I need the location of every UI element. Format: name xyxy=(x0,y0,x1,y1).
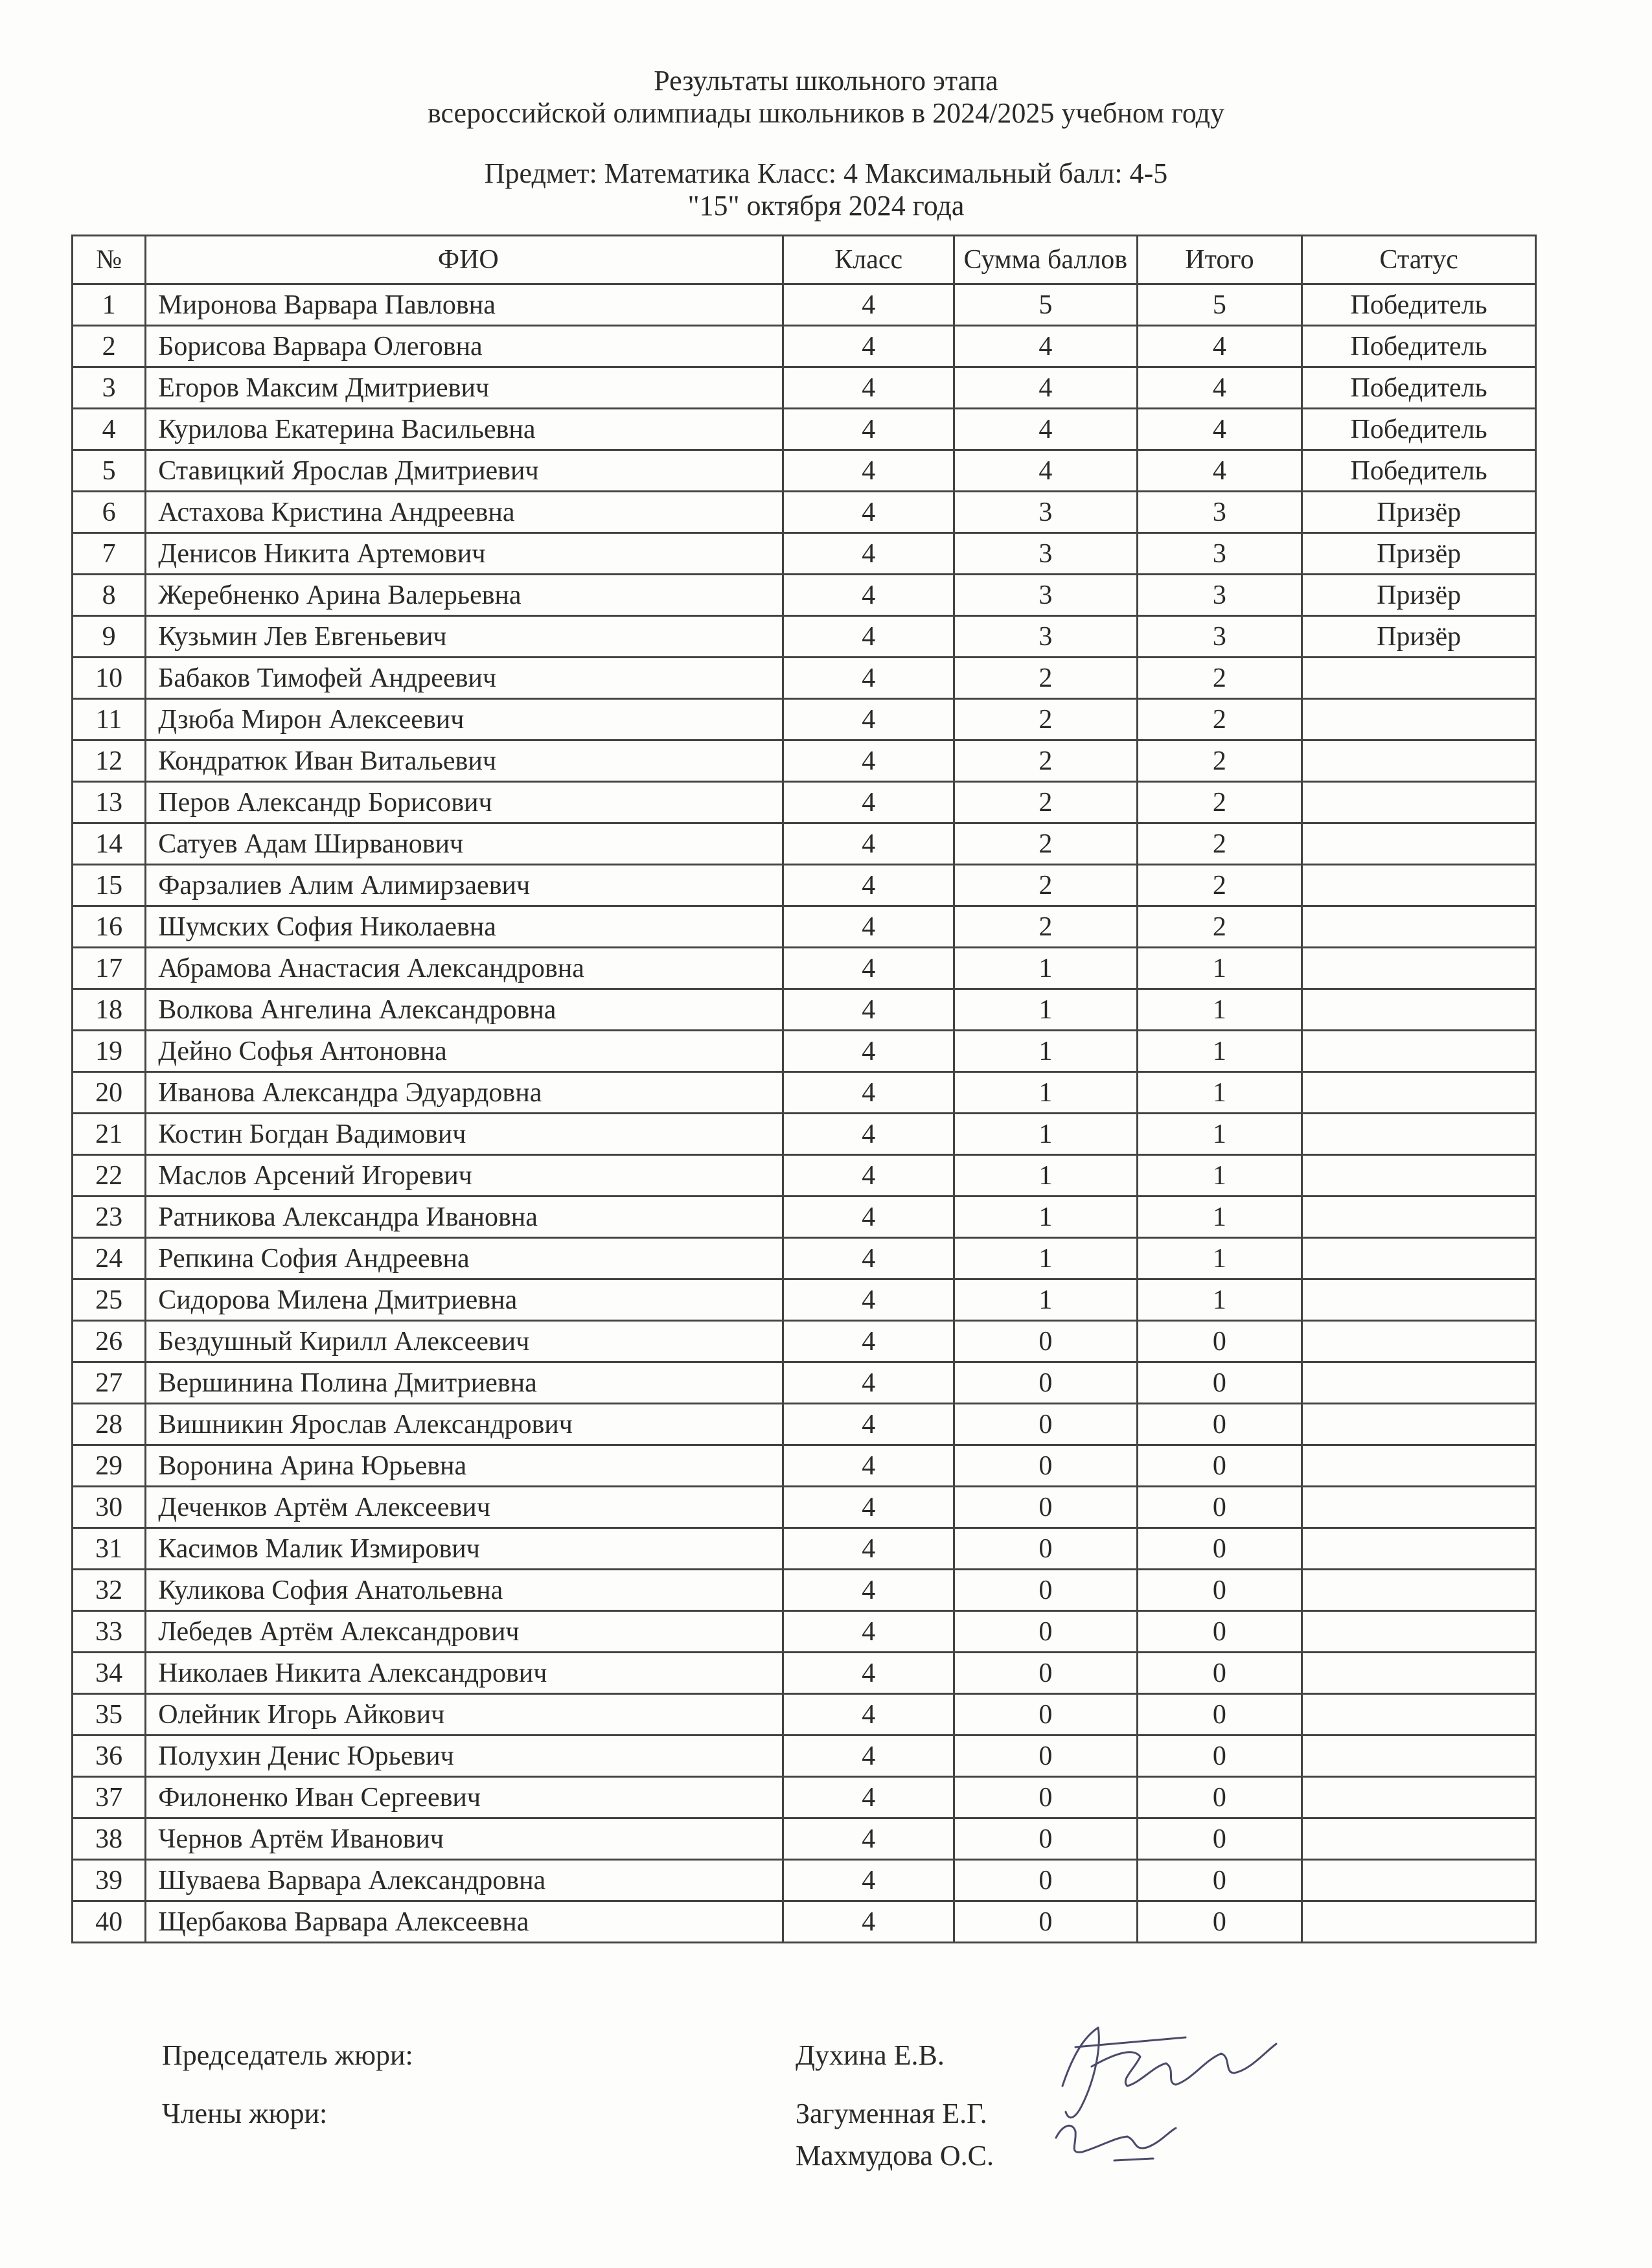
cell-total: 1 xyxy=(1137,1155,1302,1197)
cell-status xyxy=(1302,1611,1536,1653)
table-row xyxy=(73,1570,1536,1611)
table-row xyxy=(73,575,1536,616)
cell-status: Призёр xyxy=(1302,533,1536,575)
cell-sum: 2 xyxy=(954,658,1138,699)
doc-title-line1: Результаты школьного этапа xyxy=(654,65,998,97)
cell-status xyxy=(1302,1238,1536,1279)
cell-status xyxy=(1302,1279,1536,1321)
cell-total: 0 xyxy=(1137,1777,1302,1818)
cell-num: 2 xyxy=(73,326,146,367)
results-table xyxy=(71,235,1537,1943)
cell-total: 0 xyxy=(1137,1528,1302,1570)
table-row xyxy=(73,1279,1536,1321)
table-row xyxy=(73,989,1536,1031)
cell-class: 4 xyxy=(783,409,954,450)
cell-class: 4 xyxy=(783,367,954,409)
cell-status xyxy=(1302,989,1536,1031)
cell-fio: Астахова Кристина Андреевна xyxy=(146,492,783,533)
cell-num: 13 xyxy=(73,782,146,823)
cell-class: 4 xyxy=(783,948,954,989)
cell-sum: 2 xyxy=(954,906,1138,948)
cell-sum: 1 xyxy=(954,1072,1138,1114)
cell-fio: Бабаков Тимофей Андреевич xyxy=(146,658,783,699)
table-row xyxy=(73,1362,1536,1404)
cell-sum: 2 xyxy=(954,865,1138,906)
cell-class: 4 xyxy=(783,284,954,326)
cell-fio: Борисова Варвара Олеговна xyxy=(146,326,783,367)
cell-sum: 0 xyxy=(954,1735,1138,1777)
cell-status xyxy=(1302,1197,1536,1238)
cell-sum: 0 xyxy=(954,1321,1138,1362)
members-label: Члены жюри: xyxy=(162,2098,328,2129)
table-row xyxy=(73,492,1536,533)
cell-class: 4 xyxy=(783,699,954,740)
cell-status xyxy=(1302,948,1536,989)
cell-num: 31 xyxy=(73,1528,146,1570)
cell-fio: Маслов Арсений Игоревич xyxy=(146,1155,783,1197)
cell-sum: 0 xyxy=(954,1777,1138,1818)
cell-num: 28 xyxy=(73,1404,146,1445)
cell-fio: Вишникин Ярослав Александрович xyxy=(146,1404,783,1445)
cell-fio: Дейно Софья Антоновна xyxy=(146,1031,783,1072)
cell-num: 34 xyxy=(73,1653,146,1694)
cell-num: 12 xyxy=(73,740,146,782)
cell-sum: 0 xyxy=(954,1653,1138,1694)
cell-total: 0 xyxy=(1137,1818,1302,1860)
cell-status xyxy=(1302,658,1536,699)
cell-fio: Ставицкий Ярослав Дмитриевич xyxy=(146,450,783,492)
table-row xyxy=(73,1238,1536,1279)
handwritten-signature xyxy=(1037,2008,1283,2177)
cell-class: 4 xyxy=(783,326,954,367)
cell-class: 4 xyxy=(783,782,954,823)
cell-total: 4 xyxy=(1137,326,1302,367)
cell-num: 5 xyxy=(73,450,146,492)
table-row xyxy=(73,1404,1536,1445)
cell-sum: 3 xyxy=(954,616,1138,658)
cell-status xyxy=(1302,1570,1536,1611)
cell-fio: Волкова Ангелина Александровна xyxy=(146,989,783,1031)
cell-class: 4 xyxy=(783,1321,954,1362)
cell-class: 4 xyxy=(783,575,954,616)
cell-sum: 0 xyxy=(954,1362,1138,1404)
cell-total: 1 xyxy=(1137,989,1302,1031)
cell-sum: 1 xyxy=(954,1238,1138,1279)
cell-class: 4 xyxy=(783,1777,954,1818)
cell-total: 1 xyxy=(1137,1279,1302,1321)
table-row xyxy=(73,823,1536,865)
cell-num: 7 xyxy=(73,533,146,575)
cell-total: 0 xyxy=(1137,1362,1302,1404)
cell-class: 4 xyxy=(783,989,954,1031)
cell-sum: 0 xyxy=(954,1694,1138,1735)
table-row xyxy=(73,1445,1536,1487)
cell-total: 2 xyxy=(1137,699,1302,740)
cell-num: 27 xyxy=(73,1362,146,1404)
cell-sum: 0 xyxy=(954,1818,1138,1860)
cell-fio: Фарзалиев Алим Алимирзаевич xyxy=(146,865,783,906)
cell-total: 0 xyxy=(1137,1445,1302,1487)
cell-status xyxy=(1302,740,1536,782)
cell-status xyxy=(1302,823,1536,865)
table-row xyxy=(73,1197,1536,1238)
cell-fio: Перов Александр Борисович xyxy=(146,782,783,823)
cell-class: 4 xyxy=(783,1362,954,1404)
table-row xyxy=(73,1860,1536,1901)
cell-num: 33 xyxy=(73,1611,146,1653)
cell-status xyxy=(1302,1362,1536,1404)
cell-class: 4 xyxy=(783,1901,954,1943)
cell-total: 1 xyxy=(1137,1238,1302,1279)
cell-status xyxy=(1302,1901,1536,1943)
cell-status xyxy=(1302,1031,1536,1072)
table-row xyxy=(73,367,1536,409)
cell-sum: 0 xyxy=(954,1901,1138,1943)
cell-num: 4 xyxy=(73,409,146,450)
cell-fio: Шуваева Варвара Александровна xyxy=(146,1860,783,1901)
cell-fio: Сидорова Милена Дмитриевна xyxy=(146,1279,783,1321)
cell-sum: 0 xyxy=(954,1611,1138,1653)
cell-class: 4 xyxy=(783,1611,954,1653)
cell-class: 4 xyxy=(783,492,954,533)
doc-subject-line: Предмет: Математика Класс: 4 Максимальный балл: 4-5 xyxy=(484,157,1168,189)
col-header-total: Итого xyxy=(1137,236,1302,284)
cell-class: 4 xyxy=(783,1570,954,1611)
cell-class: 4 xyxy=(783,1528,954,1570)
cell-total: 1 xyxy=(1137,948,1302,989)
cell-num: 32 xyxy=(73,1570,146,1611)
cell-fio: Миронова Варвара Павловна xyxy=(146,284,783,326)
table-row xyxy=(73,782,1536,823)
cell-total: 0 xyxy=(1137,1487,1302,1528)
table-row xyxy=(73,948,1536,989)
cell-sum: 0 xyxy=(954,1570,1138,1611)
cell-total: 2 xyxy=(1137,906,1302,948)
cell-num: 30 xyxy=(73,1487,146,1528)
cell-sum: 1 xyxy=(954,1114,1138,1155)
table-row xyxy=(73,284,1536,326)
cell-status xyxy=(1302,906,1536,948)
cell-sum: 3 xyxy=(954,533,1138,575)
cell-fio: Вершинина Полина Дмитриевна xyxy=(146,1362,783,1404)
cell-num: 39 xyxy=(73,1860,146,1901)
cell-status xyxy=(1302,782,1536,823)
cell-num: 16 xyxy=(73,906,146,948)
cell-sum: 1 xyxy=(954,1197,1138,1238)
cell-fio: Сатуев Адам Ширванович xyxy=(146,823,783,865)
cell-num: 25 xyxy=(73,1279,146,1321)
cell-class: 4 xyxy=(783,1487,954,1528)
cell-class: 4 xyxy=(783,906,954,948)
cell-num: 26 xyxy=(73,1321,146,1362)
table-row xyxy=(73,409,1536,450)
chair-label: Председатель жюри: xyxy=(162,2039,413,2071)
doc-date-line: "15" октября 2024 года xyxy=(687,190,965,222)
table-row xyxy=(73,1777,1536,1818)
cell-total: 4 xyxy=(1137,450,1302,492)
cell-status xyxy=(1302,1445,1536,1487)
cell-fio: Лебедев Артём Александрович xyxy=(146,1611,783,1653)
cell-num: 29 xyxy=(73,1445,146,1487)
cell-total: 0 xyxy=(1137,1694,1302,1735)
cell-class: 4 xyxy=(783,1445,954,1487)
doc-title-line2: всероссийской олимпиады школьников в 2024/2025 учебном году xyxy=(427,97,1225,129)
cell-total: 0 xyxy=(1137,1653,1302,1694)
cell-status xyxy=(1302,1072,1536,1114)
col-header-class: Класс xyxy=(783,236,954,284)
cell-sum: 1 xyxy=(954,989,1138,1031)
cell-fio: Костин Богдан Вадимович xyxy=(146,1114,783,1155)
cell-sum: 2 xyxy=(954,823,1138,865)
table-row xyxy=(73,1321,1536,1362)
cell-class: 4 xyxy=(783,1238,954,1279)
table-row xyxy=(73,699,1536,740)
cell-num: 40 xyxy=(73,1901,146,1943)
cell-num: 37 xyxy=(73,1777,146,1818)
col-header-fio: ФИО xyxy=(146,236,783,284)
cell-num: 38 xyxy=(73,1818,146,1860)
cell-num: 15 xyxy=(73,865,146,906)
cell-status: Победитель xyxy=(1302,450,1536,492)
cell-total: 2 xyxy=(1137,865,1302,906)
cell-num: 1 xyxy=(73,284,146,326)
cell-total: 3 xyxy=(1137,616,1302,658)
cell-fio: Ратникова Александра Ивановна xyxy=(146,1197,783,1238)
cell-class: 4 xyxy=(783,450,954,492)
cell-status xyxy=(1302,1321,1536,1362)
cell-total: 4 xyxy=(1137,367,1302,409)
cell-fio: Иванова Александра Эдуардовна xyxy=(146,1072,783,1114)
table-row xyxy=(73,326,1536,367)
cell-status xyxy=(1302,1818,1536,1860)
table-row xyxy=(73,450,1536,492)
table-row xyxy=(73,1611,1536,1653)
cell-total: 4 xyxy=(1137,409,1302,450)
cell-class: 4 xyxy=(783,1694,954,1735)
cell-sum: 3 xyxy=(954,492,1138,533)
cell-total: 0 xyxy=(1137,1611,1302,1653)
table-row xyxy=(73,1114,1536,1155)
cell-num: 8 xyxy=(73,575,146,616)
cell-num: 9 xyxy=(73,616,146,658)
cell-fio: Дзюба Мирон Алексеевич xyxy=(146,699,783,740)
cell-num: 6 xyxy=(73,492,146,533)
cell-status xyxy=(1302,1155,1536,1197)
cell-num: 36 xyxy=(73,1735,146,1777)
cell-fio: Чернов Артём Иванович xyxy=(146,1818,783,1860)
cell-num: 35 xyxy=(73,1694,146,1735)
cell-sum: 0 xyxy=(954,1404,1138,1445)
cell-sum: 4 xyxy=(954,450,1138,492)
cell-fio: Кондратюк Иван Витальевич xyxy=(146,740,783,782)
chair-name: Духина Е.В. xyxy=(796,2039,945,2071)
cell-status: Призёр xyxy=(1302,492,1536,533)
cell-status xyxy=(1302,699,1536,740)
cell-total: 1 xyxy=(1137,1114,1302,1155)
cell-num: 20 xyxy=(73,1072,146,1114)
cell-fio: Курилова Екатерина Васильевна xyxy=(146,409,783,450)
cell-fio: Репкина София Андреевна xyxy=(146,1238,783,1279)
cell-class: 4 xyxy=(783,1031,954,1072)
cell-num: 21 xyxy=(73,1114,146,1155)
cell-fio: Куликова София Анатольевна xyxy=(146,1570,783,1611)
cell-status xyxy=(1302,1528,1536,1570)
cell-fio: Олейник Игорь Айкович xyxy=(146,1694,783,1735)
table-row xyxy=(73,533,1536,575)
table-row xyxy=(73,1155,1536,1197)
cell-total: 1 xyxy=(1137,1031,1302,1072)
cell-total: 2 xyxy=(1137,823,1302,865)
cell-status: Победитель xyxy=(1302,326,1536,367)
cell-sum: 3 xyxy=(954,575,1138,616)
col-header-num: № xyxy=(73,236,146,284)
cell-fio: Кузьмин Лев Евгеньевич xyxy=(146,616,783,658)
cell-total: 2 xyxy=(1137,740,1302,782)
cell-num: 24 xyxy=(73,1238,146,1279)
table-row xyxy=(73,658,1536,699)
cell-sum: 5 xyxy=(954,284,1138,326)
cell-num: 19 xyxy=(73,1031,146,1072)
cell-status xyxy=(1302,1694,1536,1735)
table-row xyxy=(73,740,1536,782)
cell-class: 4 xyxy=(783,1072,954,1114)
cell-fio: Касимов Малик Измирович xyxy=(146,1528,783,1570)
cell-total: 3 xyxy=(1137,533,1302,575)
cell-status xyxy=(1302,1487,1536,1528)
table-row xyxy=(73,1653,1536,1694)
cell-num: 22 xyxy=(73,1155,146,1197)
cell-status xyxy=(1302,1653,1536,1694)
table-row xyxy=(73,1694,1536,1735)
cell-num: 18 xyxy=(73,989,146,1031)
cell-total: 3 xyxy=(1137,575,1302,616)
cell-total: 0 xyxy=(1137,1901,1302,1943)
cell-fio: Егоров Максим Дмитриевич xyxy=(146,367,783,409)
cell-sum: 2 xyxy=(954,740,1138,782)
cell-class: 4 xyxy=(783,658,954,699)
cell-sum: 2 xyxy=(954,699,1138,740)
cell-fio: Шумских София Николаевна xyxy=(146,906,783,948)
cell-class: 4 xyxy=(783,616,954,658)
cell-sum: 0 xyxy=(954,1860,1138,1901)
cell-total: 2 xyxy=(1137,658,1302,699)
cell-total: 3 xyxy=(1137,492,1302,533)
cell-fio: Николаев Никита Александрович xyxy=(146,1653,783,1694)
cell-total: 0 xyxy=(1137,1860,1302,1901)
cell-total: 0 xyxy=(1137,1404,1302,1445)
cell-class: 4 xyxy=(783,865,954,906)
cell-fio: Полухин Денис Юрьевич xyxy=(146,1735,783,1777)
cell-total: 2 xyxy=(1137,782,1302,823)
cell-num: 17 xyxy=(73,948,146,989)
cell-sum: 4 xyxy=(954,367,1138,409)
cell-class: 4 xyxy=(783,1197,954,1238)
cell-status: Призёр xyxy=(1302,575,1536,616)
table-body xyxy=(73,284,1536,1943)
table-row xyxy=(73,1031,1536,1072)
cell-sum: 1 xyxy=(954,1155,1138,1197)
member-name-1: Загуменная Е.Г. xyxy=(796,2098,987,2129)
cell-sum: 1 xyxy=(954,1031,1138,1072)
table-row xyxy=(73,1901,1536,1943)
cell-class: 4 xyxy=(783,1860,954,1901)
cell-class: 4 xyxy=(783,740,954,782)
cell-status xyxy=(1302,1114,1536,1155)
table-row xyxy=(73,1818,1536,1860)
table-row xyxy=(73,1528,1536,1570)
cell-status xyxy=(1302,1860,1536,1901)
member-name-2: Махмудова О.С. xyxy=(796,2140,994,2171)
cell-status: Победитель xyxy=(1302,367,1536,409)
cell-num: 3 xyxy=(73,367,146,409)
cell-num: 14 xyxy=(73,823,146,865)
cell-total: 5 xyxy=(1137,284,1302,326)
cell-total: 1 xyxy=(1137,1197,1302,1238)
table-row xyxy=(73,1735,1536,1777)
cell-class: 4 xyxy=(783,1155,954,1197)
col-header-sum: Сумма баллов xyxy=(954,236,1138,284)
cell-status: Победитель xyxy=(1302,409,1536,450)
table-row xyxy=(73,1487,1536,1528)
cell-sum: 0 xyxy=(954,1528,1138,1570)
cell-sum: 2 xyxy=(954,782,1138,823)
cell-fio: Филоненко Иван Сергеевич xyxy=(146,1777,783,1818)
cell-sum: 4 xyxy=(954,326,1138,367)
cell-fio: Абрамова Анастасия Александровна xyxy=(146,948,783,989)
cell-total: 0 xyxy=(1137,1735,1302,1777)
cell-sum: 0 xyxy=(954,1445,1138,1487)
table-row xyxy=(73,865,1536,906)
table-header-row xyxy=(73,236,1536,284)
cell-class: 4 xyxy=(783,823,954,865)
cell-status xyxy=(1302,1777,1536,1818)
cell-status xyxy=(1302,1404,1536,1445)
cell-sum: 0 xyxy=(954,1487,1138,1528)
cell-class: 4 xyxy=(783,1735,954,1777)
cell-total: 0 xyxy=(1137,1321,1302,1362)
table-row xyxy=(73,906,1536,948)
cell-status xyxy=(1302,1735,1536,1777)
cell-num: 11 xyxy=(73,699,146,740)
cell-fio: Жеребненко Арина Валерьевна xyxy=(146,575,783,616)
cell-num: 23 xyxy=(73,1197,146,1238)
col-header-status: Статус xyxy=(1302,236,1536,284)
cell-sum: 1 xyxy=(954,948,1138,989)
table-row xyxy=(73,1072,1536,1114)
cell-fio: Денисов Никита Артемович xyxy=(146,533,783,575)
cell-class: 4 xyxy=(783,1404,954,1445)
cell-class: 4 xyxy=(783,1818,954,1860)
cell-class: 4 xyxy=(783,1653,954,1694)
cell-class: 4 xyxy=(783,533,954,575)
cell-sum: 1 xyxy=(954,1279,1138,1321)
cell-status xyxy=(1302,865,1536,906)
cell-total: 1 xyxy=(1137,1072,1302,1114)
table-row xyxy=(73,616,1536,658)
cell-class: 4 xyxy=(783,1114,954,1155)
cell-status: Победитель xyxy=(1302,284,1536,326)
cell-status: Призёр xyxy=(1302,616,1536,658)
cell-total: 0 xyxy=(1137,1570,1302,1611)
cell-fio: Деченков Артём Алексеевич xyxy=(146,1487,783,1528)
cell-num: 10 xyxy=(73,658,146,699)
cell-fio: Воронина Арина Юрьевна xyxy=(146,1445,783,1487)
cell-fio: Щербакова Варвара Алексеевна xyxy=(146,1901,783,1943)
cell-fio: Бездушный Кирилл Алексеевич xyxy=(146,1321,783,1362)
cell-sum: 4 xyxy=(954,409,1138,450)
cell-class: 4 xyxy=(783,1279,954,1321)
